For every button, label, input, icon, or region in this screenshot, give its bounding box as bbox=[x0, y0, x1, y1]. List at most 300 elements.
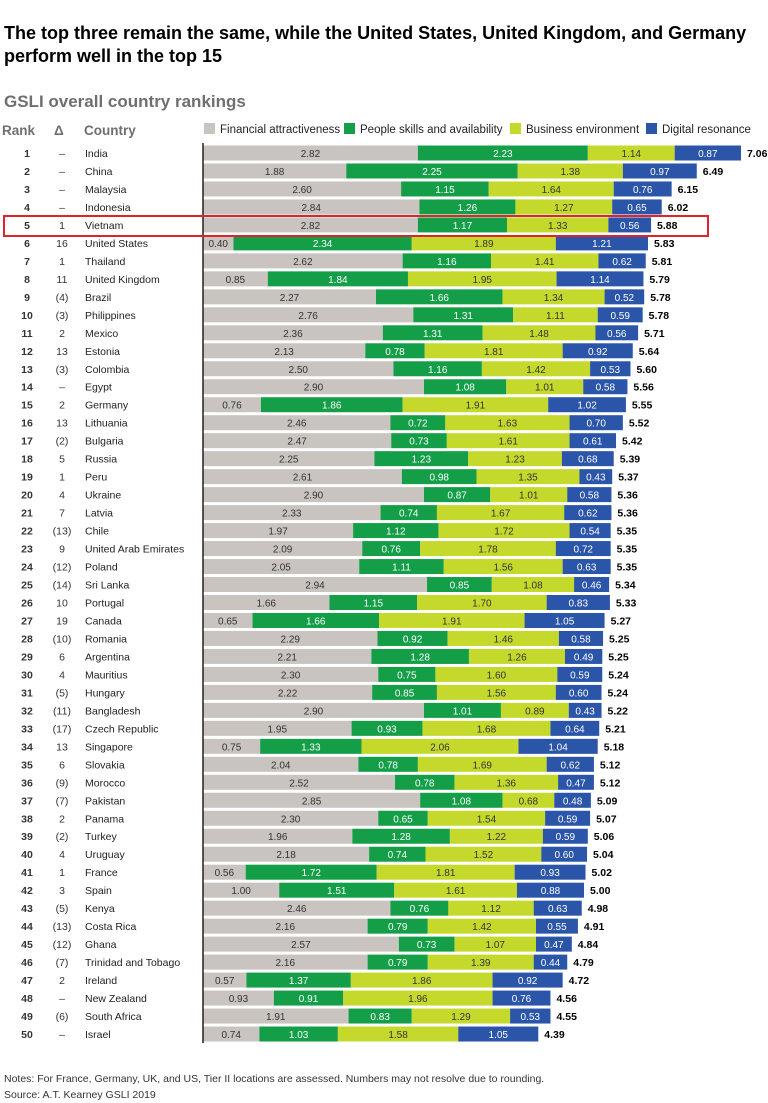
delta-label: (9) bbox=[55, 777, 69, 790]
value-label-business: 1.54 bbox=[476, 814, 497, 826]
country-label: Pakistan bbox=[85, 795, 126, 808]
rank-label: 48 bbox=[21, 993, 33, 1006]
rank-label: 11 bbox=[21, 327, 33, 340]
country-label: Poland bbox=[85, 561, 118, 574]
rank-label: 24 bbox=[21, 561, 33, 574]
rank-label: 28 bbox=[21, 633, 33, 646]
value-label-financial: 2.16 bbox=[275, 922, 296, 934]
total-label: 4.39 bbox=[544, 1029, 565, 1042]
country-label: Estonia bbox=[85, 345, 121, 358]
rank-label: 38 bbox=[21, 813, 33, 826]
delta-label: 2 bbox=[59, 975, 65, 988]
chart-subtitle: GSLI overall country rankings bbox=[4, 92, 246, 111]
value-label-digital: 0.60 bbox=[568, 688, 589, 700]
value-label-digital: 0.76 bbox=[632, 184, 653, 196]
value-label-digital: 0.49 bbox=[573, 652, 594, 664]
value-label-business: 1.41 bbox=[535, 256, 555, 268]
value-label-financial: 0.74 bbox=[221, 1030, 241, 1042]
value-label-business: 1.78 bbox=[478, 544, 498, 556]
value-label-business: 1.39 bbox=[471, 958, 491, 970]
country-label: Israel bbox=[85, 1029, 111, 1042]
delta-label: – bbox=[59, 993, 65, 1006]
country-label: Latvia bbox=[85, 507, 114, 520]
total-label: 5.12 bbox=[599, 777, 621, 790]
total-label: 5.60 bbox=[636, 363, 657, 376]
delta-label: – bbox=[59, 381, 65, 394]
value-label-digital: 1.02 bbox=[577, 400, 597, 412]
value-label-digital: 0.58 bbox=[571, 634, 591, 646]
delta-label: – bbox=[59, 183, 65, 196]
country-label: United Kingdom bbox=[85, 273, 160, 286]
value-label-business: 0.68 bbox=[518, 796, 539, 808]
country-label: Singapore bbox=[85, 741, 133, 754]
value-label-people: 1.17 bbox=[452, 220, 473, 232]
value-label-digital: 0.56 bbox=[607, 328, 627, 340]
value-label-financial: 2.30 bbox=[280, 670, 301, 682]
country-label: Philippines bbox=[85, 309, 136, 322]
value-label-financial: 2.82 bbox=[300, 149, 321, 160]
value-label-financial: 0.65 bbox=[218, 616, 238, 628]
value-label-digital: 0.63 bbox=[576, 562, 597, 574]
country-label: Egypt bbox=[85, 381, 112, 394]
rank-label: 17 bbox=[21, 435, 33, 448]
value-label-digital: 0.43 bbox=[586, 472, 606, 484]
value-label-financial: 2.94 bbox=[305, 580, 325, 592]
value-label-people: 0.92 bbox=[402, 634, 423, 646]
value-label-digital: 0.53 bbox=[520, 1012, 541, 1024]
value-label-financial: 2.16 bbox=[275, 958, 296, 970]
total-label: 5.25 bbox=[608, 651, 629, 664]
value-label-financial: 2.62 bbox=[293, 256, 313, 268]
value-label-digital: 0.97 bbox=[650, 166, 670, 178]
total-label: 5.25 bbox=[609, 633, 630, 646]
delta-label: (11) bbox=[53, 705, 71, 718]
rank-label: 37 bbox=[21, 795, 33, 808]
value-label-digital: 0.68 bbox=[578, 454, 598, 466]
value-label-digital: 0.70 bbox=[586, 418, 606, 430]
value-label-people: 0.83 bbox=[370, 1012, 390, 1024]
value-label-people: 1.26 bbox=[457, 202, 478, 214]
total-label: 5.81 bbox=[651, 255, 673, 268]
delta-label: 13 bbox=[56, 417, 68, 430]
rank-label: 31 bbox=[21, 687, 33, 700]
value-label-people: 0.79 bbox=[387, 958, 408, 970]
value-label-financial: 1.66 bbox=[256, 598, 276, 610]
rank-label: 13 bbox=[21, 363, 33, 376]
rank-label: 8 bbox=[24, 273, 30, 286]
value-label-financial: 2.47 bbox=[287, 436, 307, 448]
vietnam-highlight-box bbox=[3, 215, 709, 237]
value-label-business: 1.12 bbox=[481, 904, 501, 916]
total-label: 5.21 bbox=[605, 723, 626, 736]
total-label: 4.55 bbox=[556, 1011, 577, 1024]
value-label-business: 1.38 bbox=[560, 166, 581, 178]
country-label: South Africa bbox=[85, 1011, 142, 1024]
value-label-digital: 0.52 bbox=[614, 292, 635, 304]
value-label-business: 1.42 bbox=[472, 922, 492, 934]
country-label: Spain bbox=[85, 885, 112, 898]
value-label-business: 1.89 bbox=[474, 238, 494, 250]
value-label-people: 0.91 bbox=[298, 994, 319, 1006]
chart-title: The top three remain the same, while the United States, United Kingdom, and Germany perform well in the top 15 bbox=[4, 23, 747, 66]
value-label-business: 1.22 bbox=[486, 832, 507, 844]
value-label-people: 1.15 bbox=[435, 184, 455, 196]
total-label: 5.18 bbox=[603, 741, 625, 754]
rank-label: 36 bbox=[21, 777, 33, 790]
value-label-business: 1.01 bbox=[535, 382, 555, 394]
source-text: Source: A.T. Kearney GSLI 2019 bbox=[4, 1089, 156, 1101]
total-label: 5.35 bbox=[616, 525, 638, 538]
value-label-financial: 2.18 bbox=[276, 850, 296, 862]
country-label: Czech Republic bbox=[85, 723, 159, 736]
value-label-people: 0.85 bbox=[394, 688, 415, 700]
value-label-business: 1.29 bbox=[451, 1012, 471, 1024]
delta-label: – bbox=[59, 148, 65, 160]
value-label-people: 0.78 bbox=[385, 346, 405, 358]
delta-label: 1 bbox=[59, 219, 65, 232]
value-label-digital: 1.21 bbox=[592, 238, 612, 250]
country-label: Argentina bbox=[85, 651, 130, 664]
country-label: Mexico bbox=[85, 327, 119, 340]
value-label-business: 1.07 bbox=[485, 940, 505, 952]
delta-label: 9 bbox=[59, 543, 65, 556]
value-label-financial: 2.33 bbox=[282, 508, 302, 520]
total-label: 5.02 bbox=[591, 867, 612, 880]
value-label-financial: 0.85 bbox=[225, 274, 246, 286]
value-label-digital: 0.48 bbox=[562, 796, 583, 808]
value-label-financial: 1.96 bbox=[267, 832, 288, 844]
total-label: 5.00 bbox=[590, 885, 611, 898]
total-label: 4.91 bbox=[583, 921, 605, 934]
value-label-financial: 2.50 bbox=[288, 364, 308, 376]
value-label-people: 2.34 bbox=[312, 238, 333, 250]
value-label-business: 1.11 bbox=[546, 310, 565, 322]
value-label-financial: 0.93 bbox=[228, 994, 249, 1006]
delta-label: – bbox=[59, 201, 65, 214]
value-label-business: 1.61 bbox=[498, 436, 518, 448]
value-label-financial: 2.76 bbox=[298, 310, 318, 322]
delta-label: 1 bbox=[59, 255, 65, 268]
value-label-digital: 0.47 bbox=[566, 778, 586, 790]
delta-label: (7) bbox=[55, 795, 69, 808]
value-label-people: 1.84 bbox=[328, 274, 348, 286]
rank-label: 10 bbox=[21, 309, 33, 322]
legend-label-financial: Financial attractiveness bbox=[220, 124, 341, 136]
total-label: 6.02 bbox=[667, 201, 689, 214]
delta-label: (6) bbox=[55, 1011, 69, 1024]
delta-label: 2 bbox=[59, 327, 65, 340]
country-label: New Zealand bbox=[85, 993, 147, 1006]
rank-label: 15 bbox=[21, 399, 33, 412]
value-label-business: 2.06 bbox=[430, 742, 450, 754]
country-label: Panama bbox=[85, 813, 125, 826]
country-label: Malaysia bbox=[85, 183, 127, 196]
total-label: 5.71 bbox=[644, 327, 665, 340]
value-label-business: 1.60 bbox=[486, 670, 507, 682]
value-label-digital: 0.60 bbox=[554, 850, 574, 862]
delta-label: (3) bbox=[55, 363, 69, 376]
value-label-people: 0.74 bbox=[387, 850, 408, 862]
value-label-people: 1.72 bbox=[301, 868, 321, 880]
total-label: 6.49 bbox=[702, 165, 724, 178]
value-label-business: 1.63 bbox=[497, 418, 518, 430]
value-label-people: 0.73 bbox=[409, 436, 429, 448]
rank-label: 21 bbox=[21, 507, 33, 520]
value-label-people: 0.72 bbox=[408, 418, 428, 430]
total-label: 5.35 bbox=[616, 543, 638, 556]
value-label-people: 1.31 bbox=[423, 328, 443, 340]
value-label-business: 1.70 bbox=[472, 598, 492, 610]
value-label-financial: 2.85 bbox=[301, 796, 322, 808]
value-label-digital: 0.59 bbox=[557, 814, 578, 826]
total-label: 5.09 bbox=[596, 795, 618, 808]
value-label-financial: 2.90 bbox=[303, 490, 324, 502]
value-label-people: 0.98 bbox=[429, 472, 449, 484]
delta-label: (2) bbox=[55, 831, 69, 844]
total-label: 5.24 bbox=[608, 669, 629, 682]
value-label-financial: 0.57 bbox=[214, 976, 235, 988]
value-label-financial: 0.75 bbox=[221, 742, 242, 754]
country-label: Kenya bbox=[85, 903, 115, 916]
delta-label: 2 bbox=[59, 813, 65, 826]
delta-label: 6 bbox=[59, 759, 65, 772]
rank-label: 45 bbox=[21, 939, 33, 952]
value-label-people: 2.23 bbox=[493, 149, 513, 160]
value-label-business: 1.81 bbox=[435, 868, 456, 880]
value-label-people: 1.16 bbox=[427, 364, 448, 376]
rank-label: 23 bbox=[21, 543, 33, 556]
value-label-business: 1.58 bbox=[388, 1030, 408, 1042]
delta-label: (5) bbox=[55, 687, 69, 700]
delta-label: (14) bbox=[52, 579, 72, 592]
country-label: United States bbox=[85, 237, 149, 250]
total-label: 5.37 bbox=[618, 471, 639, 484]
rank-label: 29 bbox=[21, 651, 33, 664]
delta-label: (13) bbox=[52, 921, 72, 934]
value-label-digital: 0.93 bbox=[540, 868, 560, 880]
delta-label: 7 bbox=[59, 507, 65, 520]
rank-label: 44 bbox=[21, 921, 33, 934]
value-label-financial: 0.56 bbox=[214, 868, 235, 880]
rank-label: 43 bbox=[21, 903, 33, 916]
rank-label: 35 bbox=[21, 759, 33, 772]
total-label: 5.56 bbox=[633, 381, 654, 394]
value-label-people: 0.76 bbox=[409, 904, 430, 916]
rank-label: 49 bbox=[21, 1011, 33, 1024]
value-label-business: 1.81 bbox=[483, 346, 504, 358]
rank-label: 5 bbox=[24, 219, 30, 232]
value-label-business: 1.64 bbox=[541, 184, 561, 196]
country-label: Thailand bbox=[85, 255, 126, 268]
rank-label: 50 bbox=[21, 1029, 33, 1042]
value-label-business: 1.48 bbox=[529, 328, 549, 340]
value-label-financial: 2.52 bbox=[289, 778, 309, 790]
rank-label: 41 bbox=[21, 867, 33, 880]
country-label: Trinidad and Tobago bbox=[85, 957, 181, 970]
value-label-business: 1.52 bbox=[473, 850, 494, 862]
country-label: Bulgaria bbox=[85, 435, 124, 448]
delta-label: 4 bbox=[59, 669, 65, 682]
value-label-financial: 2.27 bbox=[279, 292, 300, 304]
total-label: 5.33 bbox=[615, 597, 637, 610]
legend-label-people: People skills and availability bbox=[360, 124, 503, 136]
total-label: 5.36 bbox=[617, 507, 638, 520]
total-label: 5.12 bbox=[599, 759, 621, 772]
delta-label: (7) bbox=[55, 957, 69, 970]
country-label: France bbox=[85, 867, 118, 880]
country-label: Ukraine bbox=[85, 489, 122, 502]
value-label-business: 1.95 bbox=[472, 274, 493, 286]
rank-label: 34 bbox=[21, 741, 33, 754]
country-label: Sri Lanka bbox=[85, 579, 130, 592]
value-label-people: 0.87 bbox=[447, 490, 467, 502]
rank-label: 6 bbox=[24, 237, 30, 250]
value-label-financial: 2.25 bbox=[278, 454, 299, 466]
total-label: 6.15 bbox=[677, 183, 699, 196]
value-label-digital: 0.56 bbox=[619, 220, 640, 232]
value-label-business: 1.56 bbox=[493, 562, 513, 574]
value-label-digital: 0.58 bbox=[579, 490, 600, 502]
total-label: 5.35 bbox=[616, 561, 638, 574]
value-label-people: 0.78 bbox=[378, 760, 398, 772]
delta-label: 13 bbox=[56, 741, 68, 754]
value-label-business: 1.61 bbox=[445, 886, 466, 898]
total-label: 5.42 bbox=[622, 435, 643, 448]
total-label: 5.06 bbox=[593, 831, 615, 844]
country-label: Romania bbox=[85, 633, 128, 646]
rank-label: 14 bbox=[21, 381, 33, 394]
delta-label: 16 bbox=[56, 237, 68, 250]
value-label-people: 1.08 bbox=[451, 796, 472, 808]
country-label: Morocco bbox=[85, 777, 126, 790]
rank-label: 22 bbox=[21, 525, 33, 538]
value-label-financial: 2.13 bbox=[274, 346, 294, 358]
total-label: 5.04 bbox=[593, 849, 614, 862]
country-label: Ireland bbox=[85, 975, 118, 988]
rank-label: 27 bbox=[21, 615, 33, 628]
total-label: 4.98 bbox=[587, 903, 609, 916]
country-label: China bbox=[85, 165, 113, 178]
value-label-people: 0.65 bbox=[393, 814, 413, 826]
rank-header: Rank bbox=[2, 123, 36, 138]
rank-label: 32 bbox=[21, 705, 33, 718]
country-label: Canada bbox=[85, 615, 122, 628]
value-label-business: 1.46 bbox=[493, 634, 513, 646]
value-label-financial: 2.09 bbox=[272, 544, 293, 556]
delta-label: 5 bbox=[59, 453, 65, 466]
value-label-business: 1.56 bbox=[486, 688, 507, 700]
value-label-people: 1.37 bbox=[288, 976, 309, 988]
value-label-digital: 0.88 bbox=[540, 886, 561, 898]
value-label-digital: 0.59 bbox=[555, 832, 576, 844]
delta-label: (4) bbox=[55, 291, 69, 304]
value-label-people: 1.33 bbox=[301, 742, 321, 754]
value-label-people: 1.08 bbox=[455, 382, 475, 394]
value-label-financial: 2.36 bbox=[283, 328, 303, 340]
notes-text: Notes: For France, Germany, UK, and US, Tier II locations are assessed. Numbers may not resolve due to rounding. bbox=[4, 1073, 545, 1085]
rank-label: 12 bbox=[21, 345, 33, 358]
value-label-financial: 2.90 bbox=[303, 382, 324, 394]
rank-label: 19 bbox=[21, 471, 33, 484]
total-label: 5.27 bbox=[610, 615, 632, 628]
value-label-people: 0.78 bbox=[415, 778, 435, 790]
value-label-digital: 0.54 bbox=[580, 526, 600, 538]
value-label-business: 1.86 bbox=[411, 976, 432, 988]
country-label: Bangladesh bbox=[85, 705, 141, 718]
country-label: Slovakia bbox=[85, 759, 125, 772]
value-label-business: 1.67 bbox=[490, 508, 511, 520]
total-label: 5.24 bbox=[607, 687, 628, 700]
total-label: 5.78 bbox=[648, 309, 670, 322]
value-label-business: 1.72 bbox=[494, 526, 514, 538]
delta-label: 10 bbox=[56, 597, 68, 610]
value-label-people: 1.01 bbox=[452, 706, 473, 718]
value-label-people: 1.51 bbox=[326, 886, 347, 898]
delta-label: 13 bbox=[56, 345, 68, 358]
value-label-people: 1.28 bbox=[410, 652, 430, 664]
value-label-business: 1.23 bbox=[505, 454, 525, 466]
total-label: 5.55 bbox=[631, 399, 653, 412]
country-label: Costa Rica bbox=[85, 921, 137, 934]
total-label: 4.56 bbox=[556, 993, 577, 1006]
chart-footnotes bbox=[4, 1071, 544, 1103]
value-label-digital: 0.65 bbox=[627, 202, 647, 214]
total-label: 5.52 bbox=[628, 417, 650, 430]
value-label-people: 1.86 bbox=[322, 400, 342, 412]
total-label: 5.78 bbox=[650, 291, 671, 304]
value-label-financial: 1.88 bbox=[264, 166, 285, 178]
value-label-business: 1.91 bbox=[465, 400, 486, 412]
value-label-business: 1.35 bbox=[518, 472, 538, 484]
value-label-business: 1.34 bbox=[543, 292, 564, 304]
rank-label: 3 bbox=[24, 183, 30, 196]
value-label-digital: 0.92 bbox=[517, 976, 538, 988]
value-label-financial: 2.22 bbox=[277, 688, 298, 700]
value-label-financial: 2.90 bbox=[303, 706, 324, 718]
rank-label: 1 bbox=[24, 148, 30, 160]
value-label-people: 0.75 bbox=[397, 670, 417, 682]
country-label: Germany bbox=[85, 399, 129, 412]
country-label: Portugal bbox=[85, 597, 125, 610]
rank-label: 7 bbox=[24, 255, 30, 268]
delta-label: – bbox=[59, 1029, 65, 1042]
value-label-financial: 2.46 bbox=[286, 904, 307, 916]
delta-label: 4 bbox=[59, 489, 65, 502]
country-label: Lithuania bbox=[85, 417, 128, 430]
rank-label: 42 bbox=[21, 885, 33, 898]
value-label-digital: 1.14 bbox=[590, 274, 610, 286]
rank-label: 25 bbox=[21, 579, 33, 592]
country-label: India bbox=[85, 148, 108, 160]
country-label: Brazil bbox=[85, 291, 112, 304]
value-label-financial: 2.46 bbox=[286, 418, 307, 430]
value-label-people: 0.79 bbox=[387, 922, 408, 934]
legend-label-digital: Digital resonance bbox=[662, 124, 751, 136]
country-label: Colombia bbox=[85, 363, 130, 376]
value-label-financial: 2.29 bbox=[280, 634, 300, 646]
value-label-financial: 2.30 bbox=[280, 814, 301, 826]
total-label: 5.88 bbox=[657, 219, 678, 232]
value-label-digital: 0.46 bbox=[581, 580, 602, 592]
country-label: Uruguay bbox=[85, 849, 125, 862]
total-label: 7.06 bbox=[746, 148, 768, 160]
value-label-business: 1.68 bbox=[476, 724, 497, 736]
value-label-people: 1.12 bbox=[386, 526, 406, 538]
country-label: Vietnam bbox=[85, 219, 124, 232]
total-label: 5.34 bbox=[615, 579, 636, 592]
delta-label: (17) bbox=[52, 723, 72, 736]
rank-label: 4 bbox=[24, 201, 30, 214]
